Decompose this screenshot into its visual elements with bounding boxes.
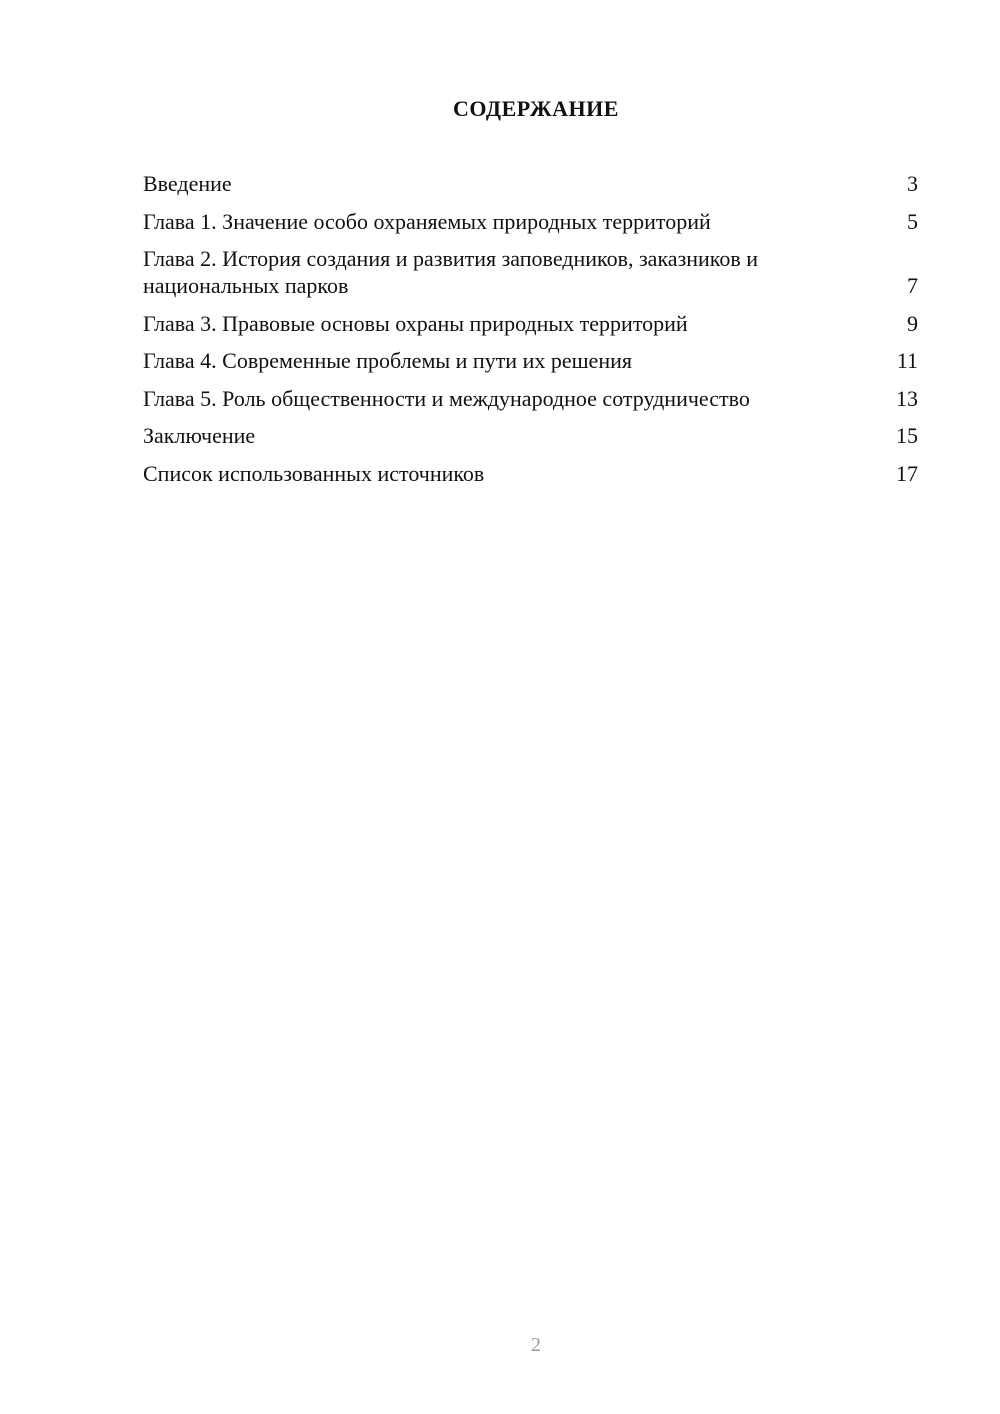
toc-entry-text: Глава 5. Роль общественности и международное сотрудничество	[143, 385, 750, 411]
toc-entry-page: 13	[896, 385, 918, 411]
toc-entry-introduction	[143, 170, 918, 197]
toc-entry-page: 3	[907, 171, 918, 196]
toc-entry-page: 9	[907, 310, 918, 336]
toc-entry-references	[143, 460, 918, 487]
toc-entry-text: Глава 3. Правовые основы охраны природных территорий	[143, 310, 688, 336]
toc-entry-text: Глава 1. Значение особо охраняемых природных территорий	[143, 208, 711, 234]
table-of-contents	[143, 170, 918, 497]
toc-entry-chapter-3	[143, 310, 918, 337]
toc-entry-text: Заключение	[143, 423, 256, 448]
toc-entry-page: 5	[907, 208, 918, 234]
toc-entry-page: 17	[896, 460, 918, 486]
toc-entry-text: Глава 4. Современные проблемы и пути их решения	[143, 348, 632, 373]
toc-entry-page: 15	[896, 423, 918, 448]
toc-entry-chapter-2	[143, 245, 918, 299]
toc-entry-page: 7	[907, 273, 918, 298]
page-number: 2	[531, 1334, 541, 1356]
toc-entry-text: Введение	[143, 171, 232, 196]
toc-entry-chapter-4	[143, 347, 918, 374]
toc-entry-text: Глава 2. История создания и развития заповедников, заказников и национальных парков	[143, 246, 759, 298]
toc-entry-chapter-5	[143, 385, 918, 412]
toc-entry-text: Список использованных источников	[143, 460, 485, 486]
toc-entry-page: 11	[896, 348, 918, 373]
toc-entry-chapter-1	[143, 208, 918, 235]
page-title: СОДЕРЖАНИЕ	[453, 96, 619, 121]
toc-entry-conclusion	[143, 422, 918, 449]
